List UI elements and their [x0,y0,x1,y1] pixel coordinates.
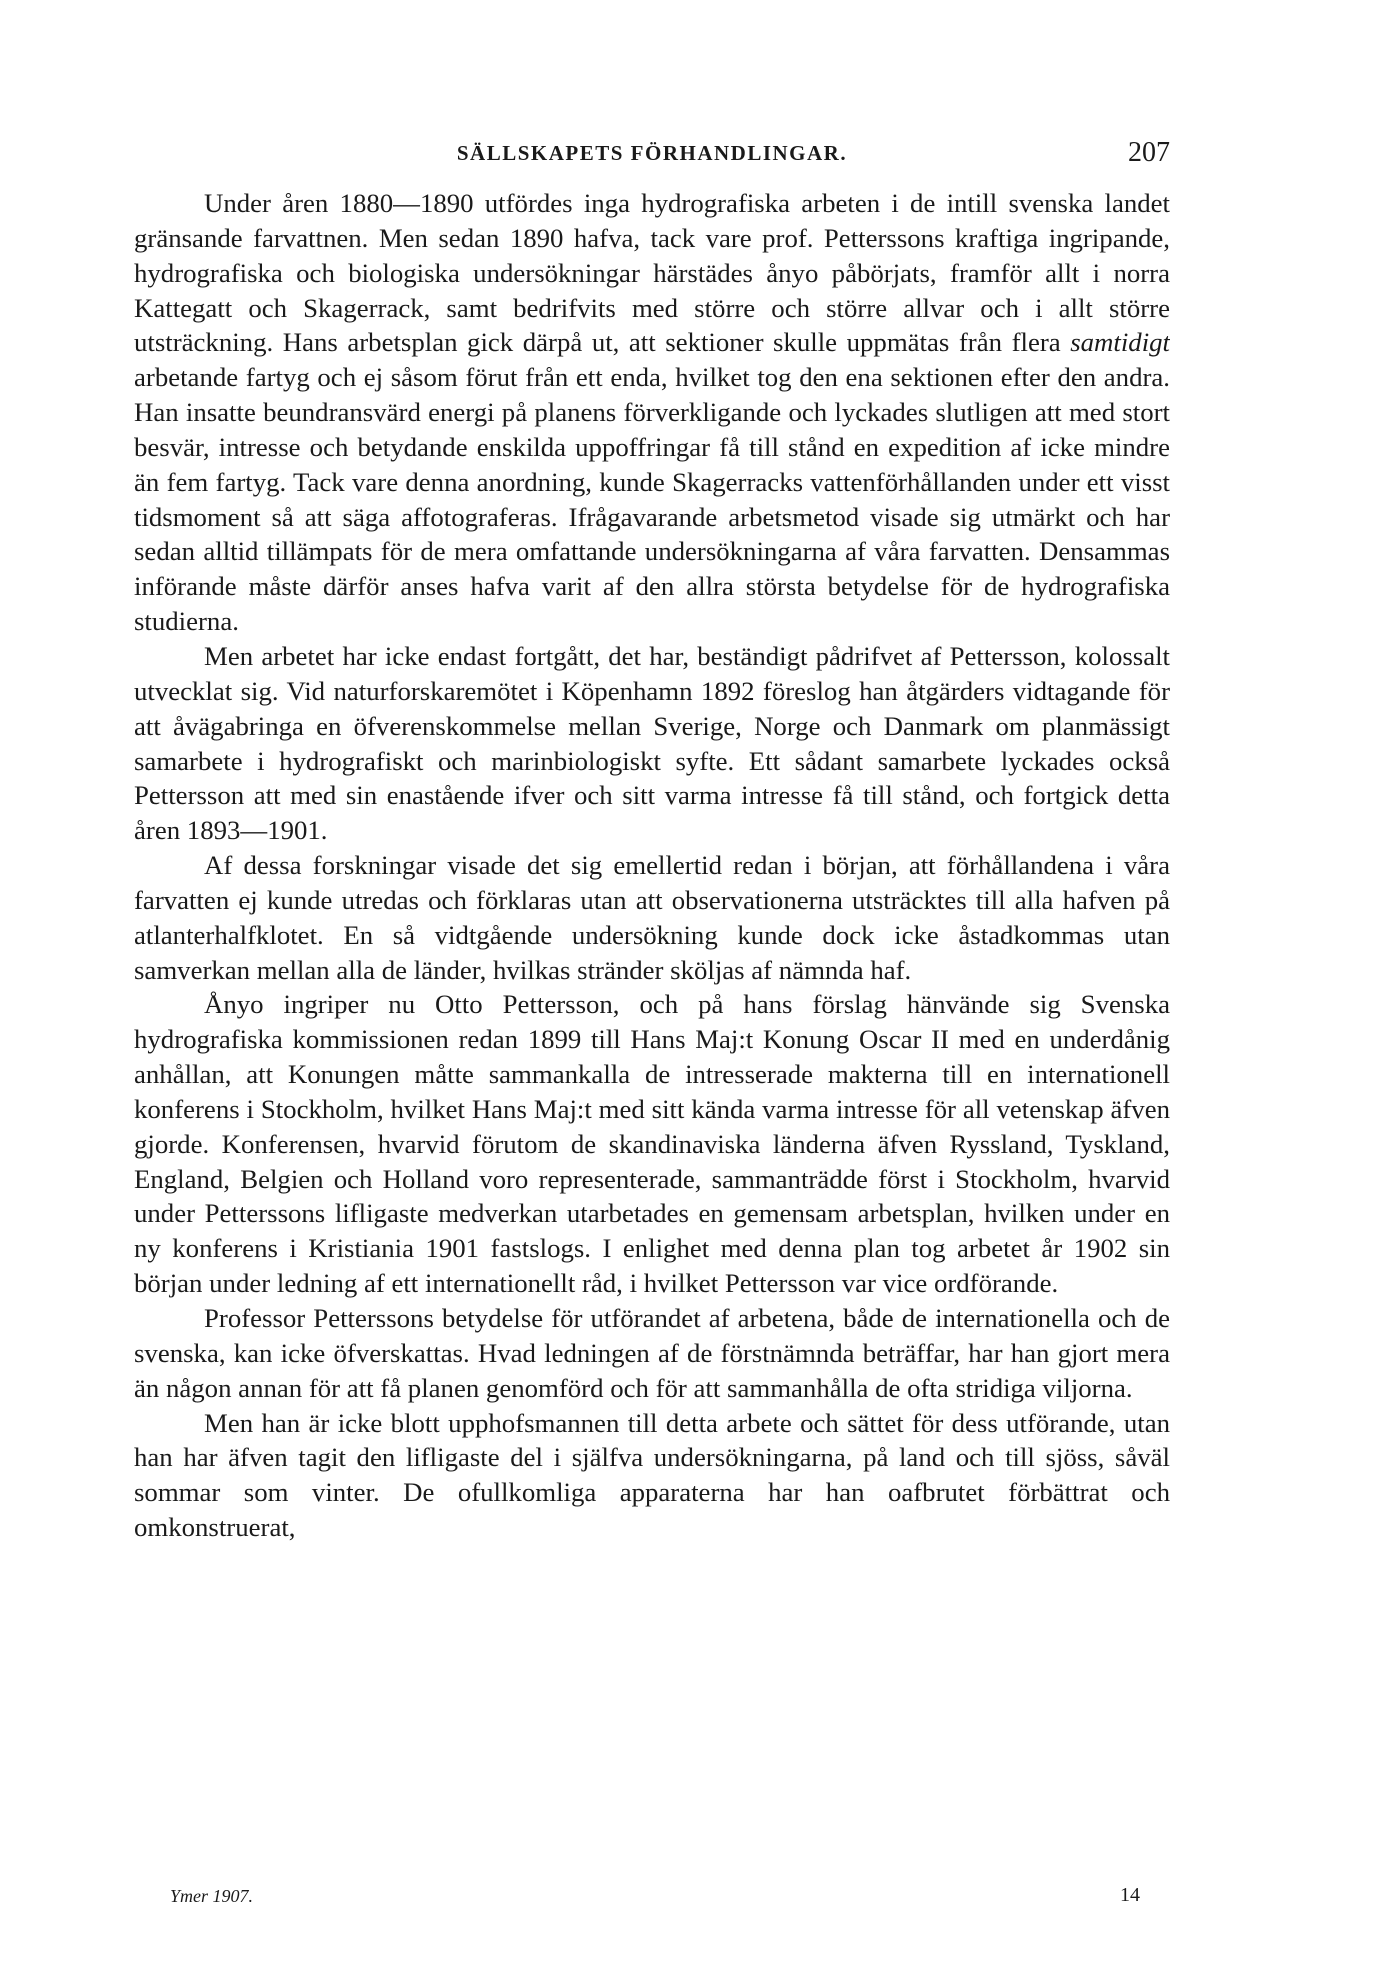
page-footer [170,1886,1140,1916]
page-number: 207 [1128,137,1170,168]
paragraph [134,1301,1170,1406]
paragraph [134,1406,1170,1545]
paragraph-text: Ånyo ingriper nu Otto Pettersson, och på hans förslag hänvände sig Svenska hydrografiska kommissionen redan 1899 till Hans Maj:t Konung Oscar II med en underdånig anhållan, att Konungen måtte sammankalla de intresserade makterna till en internationell konferens i Stockholm, hvilket Hans Maj:t med sitt kända varma intresse för all vetenskap äfven gjorde. Konferensen, hvarvid förutom de skandinaviska länderna äfven Ryssland, Tyskland, England, Belgien och Holland voro representerade, sammanträdde först i Stockholm, hvarvid under Petterssons lifligaste medverkan utarbetades en gemensam arbetsplan, hvilken under en ny konferens i Kristiania 1901 fastslogs. I enlighet med denna plan tog arbetet år 1902 sin början under ledning af ett internationellt råd, i hvilket Pettersson var vice ordförande. [134,989,1170,1299]
body-text [134,186,1170,1866]
emphasized-text: samtidigt [1070,327,1170,358]
page-header [134,137,1170,171]
footer-signature-mark: 14 [1120,1884,1140,1906]
paragraph-text: Men arbetet har icke endast fortgått, det har, beständigt pådrifvet af Pettersson, kolossalt utvecklat sig. Vid naturforskaremötet i Köpenhamn 1892 föreslog han åtgärders vidtagande för att åvägabringa en öfverenskommelse mellan Sverige, Norge och Danmark om planmässigt samarbete i hydrografiskt och marinbiologiskt syfte. Ett sådant samarbete lyckades också Pettersson att med sin enastående ifver och sitt varma intresse få till stånd, och fortgick detta åren 1893—1901. [134,640,1170,846]
paragraph [134,639,1170,848]
paragraph-text: Af dessa forskningar visade det sig emellertid redan i början, att förhållandena i våra farvatten ej kunde utredas och förklaras utan att observationerna utsträcktes till alla hafven på atlanterhalfklotet. En så vidtgående undersökning kunde dock icke åstadkommas utan samverkan mellan alla de länder, hvilkas stränder sköljas af nämnda haf. [134,850,1170,985]
paragraph-text: Under åren 1880—1890 utfördes inga hydrografiska arbeten i de intill svenska landet gränsande farvattnen. Men sedan 1890 hafva, tack vare prof. Petterssons kraftiga ingripande, hydrografiska och biologiska undersökningar härstädes ånyo påbörjats, framför allt i norra Kattegatt och Skagerrack, samt bedrifvits med större och större allvar och i allt större utsträckning. Hans arbetsplan gick därpå ut, att sektioner skulle uppmätas från flera [134,188,1170,358]
footer-journal: Ymer 1907. [170,1886,254,1906]
paragraph [134,186,1170,639]
paragraph [134,987,1170,1301]
running-head: SÄLLSKAPETS FÖRHANDLINGAR. [456,141,848,165]
paragraph-text: Men han är icke blott upphofsmannen till detta arbete och sättet för dess utförande, utan han har äfven tagit den lifligaste del i själfva undersökningarna, på land och till sjöss, såväl sommar som vinter. De ofullkomliga apparaterna har han oafbrutet förbättrat och omkonstruerat, [134,1407,1170,1543]
paragraph-text: arbetande fartyg och ej såsom förut från ett enda, hvilket tog den ena sektionen efter den andra. Han insatte beundransvärd energi på planens förverkligande och lyckades slutligen att med stort besvär, intresse och betydande enskilda uppoffringar få till stånd en expedition af icke mindre än fem fartyg. Tack vare denna anordning, kunde Skagerracks vattenförhållanden under ett visst tidsmoment så att säga affotograferas. Ifrågavarande arbetsmetod visade sig utmärkt och har sedan alltid tillämpats för de mera omfattande undersökningarna af våra farvatten. Densammas införande måste därför anses hafva varit af den allra största betydelse för de hydrografiska studierna. [134,362,1170,637]
paragraph-text: Professor Petterssons betydelse för utförandet af arbetena, både de internationella och de svenska, kan icke öfverskattas. Hvad ledningen af de förstnämnda beträffar, har han gjort mera än någon annan för att få planen genomförd och för att sammanhålla de ofta stridiga viljorna. [134,1303,1170,1403]
paragraph [134,848,1170,987]
